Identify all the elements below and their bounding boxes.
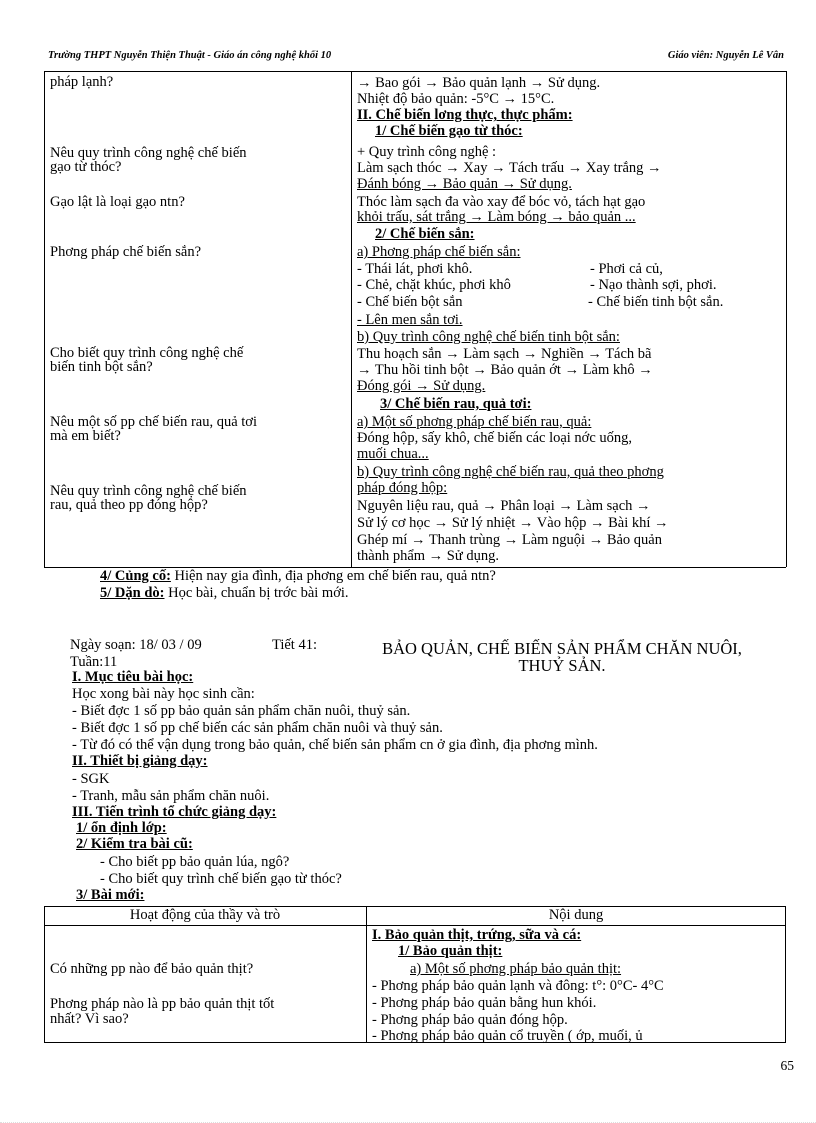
oldlesson-question: - Cho biết pp bảo quản lúa, ngô? — [100, 854, 290, 870]
homework-line — [100, 587, 349, 600]
t2-left-question: Phơng pháp nào là pp bảo quản thịt tốt — [50, 996, 275, 1012]
t1-right-line: Nhiệt độ bảo quản: -5°C → 15°C. — [357, 91, 555, 107]
t1-right-line: Đánh bóng → Bảo quản → Sử dụng. — [357, 176, 572, 192]
t1-left-q6a: Nêu một số pp chế biến rau, quả tơi — [50, 414, 257, 430]
section3-sub1: 1/ ổn định lớp: — [76, 820, 167, 836]
table2-head-content: Nội dung — [548, 907, 604, 923]
t2-subheading: 1/ Bảo quản thịt: — [398, 943, 503, 959]
t1-right-line: Đóng hộp, sấy khô, chế biến các loại nớc uống, — [357, 430, 633, 446]
t2-left-question: nhất? Vì sao? — [50, 1011, 129, 1027]
t1-right-line: - Chế biến bột sắn — [357, 294, 463, 310]
lesson-title-line2: THUỶ SẢN. — [518, 656, 606, 675]
t1-right-line: b) Quy trình công nghệ chế biến tinh bột sắn: — [357, 329, 620, 345]
t1-left-q2a: Nêu quy trình công nghệ chế biến — [50, 145, 247, 161]
t1-left-line: pháp lạnh? — [50, 74, 114, 90]
section1-line: - Từ đó có thể vận dụng trong bảo quản, chế biến sản phẩm cn ở gia đình, địa phơng mình. — [72, 737, 598, 753]
t1-right-line: a) Một số phơng pháp chế biến rau, quả: — [357, 414, 592, 430]
page-number: 65 — [780, 1058, 794, 1073]
t2-section-heading: I. Bảo quản thịt, trứng, sữa và cá: — [372, 927, 582, 943]
section1-heading: I. Mục tiêu bài học: — [72, 669, 194, 685]
table1-right-border — [786, 71, 787, 567]
section1-line: - Biết đợc 1 số pp bảo quản sản phẩm chăn nuôi, thuỷ sản. — [72, 703, 411, 719]
section1-line: - Biết đợc 1 số pp chế biến các sản phẩm chăn nuôi và thuỷ sản. — [72, 720, 443, 736]
t1-right-line: + Quy trình công nghệ : — [357, 144, 497, 160]
t1-right-line: - Chế biến tinh bột sắn. — [588, 294, 724, 310]
lesson-date: Ngày soạn: 18/ 03 / 09 — [70, 637, 202, 653]
t2-right-line: - Phơng pháp bảo quản lạnh và đông: t°: 0°C- 4°C — [372, 978, 664, 994]
t1-left-q3: Gạo lật là loại gạo ntn? — [50, 194, 185, 210]
consolidate-line — [100, 570, 496, 583]
t1-left-q7a: Nêu quy trình công nghệ chế biến — [50, 483, 247, 499]
t1-right-line: Ghép mí → Thanh trùng → Làm nguội → Bảo quản — [357, 532, 662, 548]
lesson-title — [342, 640, 782, 674]
homework-label: 5/ Dặn dò: — [100, 585, 165, 601]
t1-right-line: Nguyên liệu rau, quả → Phân loại → Làm sạch → — [357, 498, 651, 514]
t1-right-line: → Thu hồi tinh bột → Bảo quản ớt → Làm khô → — [357, 362, 653, 378]
t1-right-line: Thóc làm sạch đa vào xay để bóc vỏ, tách hạt gạo — [357, 194, 646, 210]
t1-right-line: Sử lý cơ học → Sử lý nhiệt → Vào hộp → Bài khí → — [357, 515, 669, 531]
section3-sub2: 2/ Kiểm tra bài cũ: — [76, 836, 193, 852]
table1-top-border — [44, 71, 786, 72]
t1-left-q6b: mà em biết? — [50, 428, 121, 444]
t1-left-q5b: biến tinh bột sắn? — [50, 359, 153, 375]
t2-right-line: - Phơng pháp bảo quản đóng hộp. — [372, 1012, 568, 1028]
t1-right-line: Đóng gói → Sử dụng. — [357, 378, 486, 394]
t1-left-q4: Phơng pháp chế biến sắn? — [50, 244, 202, 260]
homework-text: Học bài, chuẩn bị trớc bài mới. — [164, 585, 349, 601]
t2-right-line: - Phơng pháp bảo quản cổ truyền ( ớp, muối, ủ — [372, 1028, 643, 1044]
header-teacher: Giáo viên: Nguyễn Lê Vân — [667, 50, 784, 61]
table1-left-column — [50, 76, 113, 90]
t1-subheading: 3/ Chế biến rau, quả tơi: — [380, 396, 532, 412]
t1-right-line: khỏi trấu, sát trắng → Làm bóng → bảo quản ... — [357, 209, 636, 225]
header-school: Trường THPT Nguyễn Thiện Thuật - Giáo án công nghệ khối 10 — [48, 50, 332, 61]
t1-right-line: - Lên men sắn tơi. — [357, 312, 463, 328]
t1-right-line: → Bao gói → Bảo quản lạnh → Sử dụng. — [357, 75, 601, 91]
section3-sub3: 3/ Bài mới: — [76, 887, 145, 903]
section3-heading: III. Tiến trình tổ chức giảng dạy: — [72, 804, 277, 820]
t1-right-line: b) Quy trình công nghệ chế biến rau, quả theo phơng — [357, 464, 664, 480]
table1-divider — [351, 71, 352, 567]
section2-heading: II. Thiết bị giảng dạy: — [72, 753, 208, 769]
t1-right-line: - Nạo thành sợi, phơi. — [590, 277, 717, 293]
t1-left-q2b: gạo từ thóc? — [50, 159, 122, 175]
t1-right-line: - Phơi cả củ, — [590, 261, 663, 277]
oldlesson-question: - Cho biết quy trình chế biến gạo từ thóc? — [100, 871, 342, 887]
lesson-week: Tuần:11 — [70, 654, 118, 670]
lesson-period: Tiết 41: — [272, 637, 317, 653]
t1-right-line: Thu hoạch sắn → Làm sạch → Nghiền → Tách bã — [357, 346, 652, 362]
t1-subheading: 2/ Chế biến sắn: — [375, 226, 475, 242]
t1-right-line: pháp đóng hộp: — [357, 480, 448, 496]
t1-left-q7b: rau, quả theo pp đóng hộp? — [50, 497, 208, 513]
t1-right-line: Làm sạch thóc → Xay → Tách trấu → Xay trắng → — [357, 160, 662, 176]
t1-right-line: a) Phơng pháp chế biến sắn: — [357, 244, 521, 260]
table2-divider — [366, 906, 367, 1043]
t1-subheading: 1/ Chế biến gạo từ thóc: — [375, 123, 523, 139]
t1-left-q5a: Cho biết quy trình công nghệ chế — [50, 345, 244, 361]
page-header — [48, 50, 784, 68]
t1-section-heading: II. Chế biến lơng thực, thực phẩm: — [357, 107, 573, 123]
section1-line: Học xong bài này học sinh cần: — [72, 686, 255, 702]
consolidate-text: Hiện nay gia đình, địa phơng em chế biến rau, quả ntn? — [170, 568, 496, 584]
table2-head-activity: Hoạt động của thầy và trò — [129, 907, 281, 923]
section2-line: - Tranh, mẫu sản phẩm chăn nuôi. — [72, 788, 270, 804]
t2-left-question: Có những pp nào để bảo quản thịt? — [50, 961, 254, 977]
lesson-title-line1: BẢO QUẢN, CHẾ BIẾN SẢN PHẨM CHĂN NUÔI, — [382, 639, 742, 658]
t2-right-line: a) Một số phơng pháp bảo quản thịt: — [410, 961, 622, 977]
section2-line: - SGK — [72, 771, 110, 787]
table2-header-rule — [44, 925, 786, 926]
t1-right-line: - Thái lát, phơi khô. — [357, 261, 473, 277]
t2-right-line: - Phơng pháp bảo quản bằng hun khói. — [372, 995, 597, 1011]
t1-right-line: muối chua... — [357, 446, 429, 462]
t1-right-line: thành phẩm → Sử dụng. — [357, 548, 499, 564]
t1-right-line: - Chẻ, chặt khúc, phơi khô — [357, 277, 511, 293]
consolidate-label: 4/ Củng cố: — [100, 568, 171, 584]
table1-left-border — [44, 71, 45, 567]
